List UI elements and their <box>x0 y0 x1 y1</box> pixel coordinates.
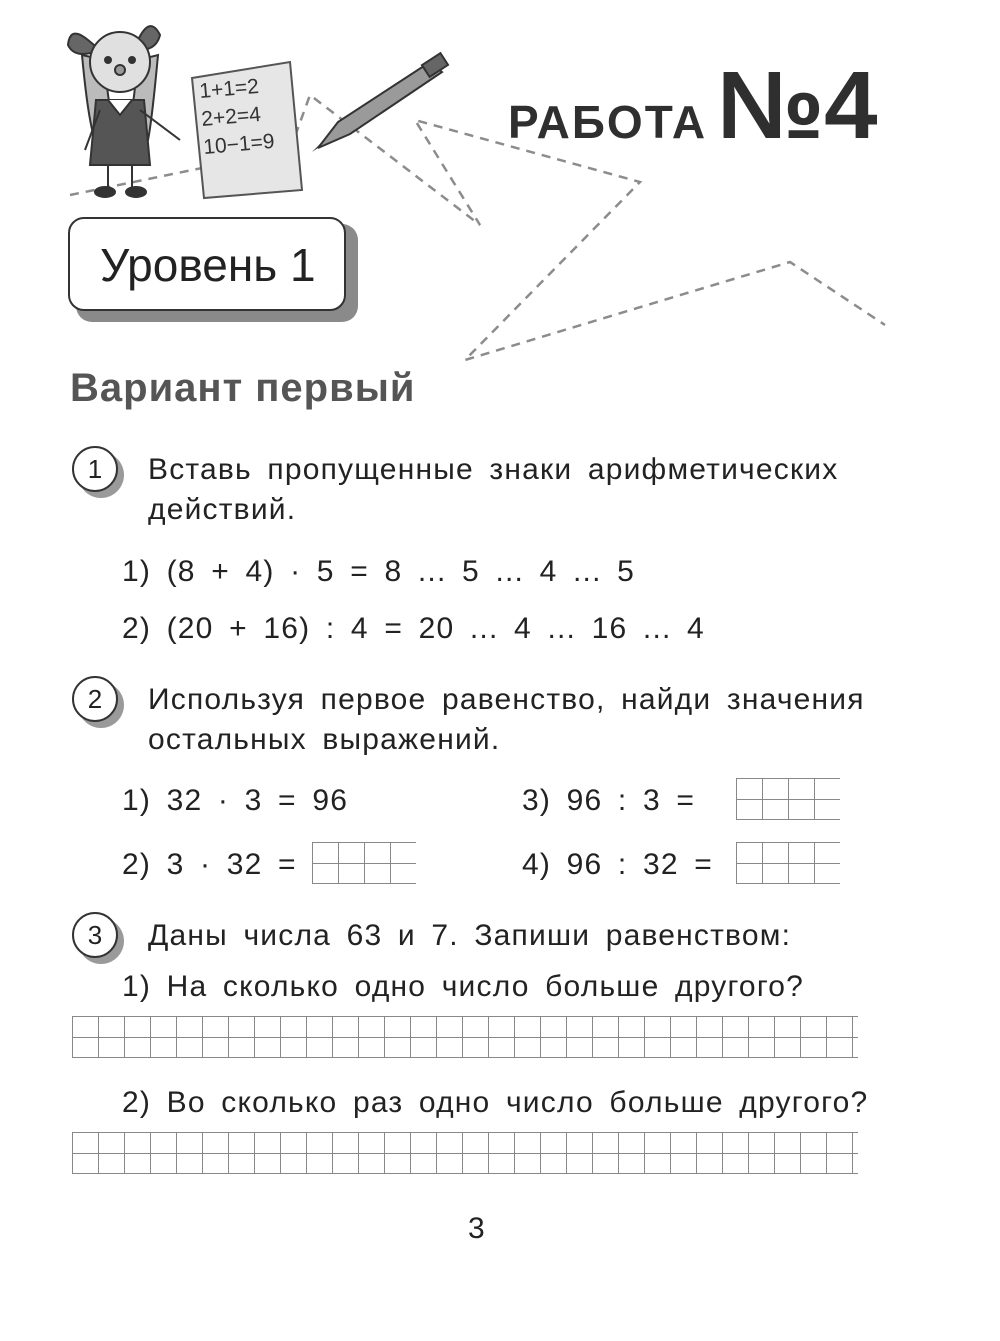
task-2-item-4: 4) 96 : 32 = <box>522 848 714 881</box>
task-3-item-1: 1) На сколько одно число больше другого? <box>122 970 805 1003</box>
work-word: РАБОТА <box>508 96 708 148</box>
task-1-item-2: 2) (20 + 16) : 4 = 20 ... 4 ... 16 ... 4 <box>122 612 705 645</box>
paper-line: 2+2=4 <box>200 102 262 131</box>
task-2-text: Используя первое равенство, найди значения остальных выражений. <box>148 683 865 756</box>
task-3-item-2: 2) Во сколько раз одно число больше другого? <box>122 1086 869 1119</box>
task-1-text: Вставь пропущенные знаки арифметических действий. <box>148 453 839 526</box>
doll-figure <box>68 26 180 197</box>
variant-heading: Вариант первый <box>70 366 416 410</box>
answer-grid[interactable] <box>72 1132 858 1174</box>
task-number-3: 3 <box>72 912 118 958</box>
answer-grid[interactable] <box>312 842 416 884</box>
task-1-item-1: 1) (8 + 4) · 5 = 8 ... 5 ... 4 ... 5 <box>122 555 636 588</box>
pen-icon <box>312 53 448 152</box>
work-number: №4 <box>717 52 878 159</box>
level-label: Уровень 1 <box>100 239 316 291</box>
task-2-item-3: 3) 96 : 3 = <box>522 784 696 817</box>
page-number: 3 <box>468 1212 485 1245</box>
task-2-item-1: 1) 32 · 3 = 96 <box>122 784 349 817</box>
task-2-item-2: 2) 3 · 32 = <box>122 848 297 881</box>
paper-line: 10−1=9 <box>202 129 276 159</box>
answer-grid[interactable] <box>736 778 840 820</box>
math-paper <box>192 62 302 198</box>
task-number-1: 1 <box>72 446 118 492</box>
task-number-2: 2 <box>72 676 118 722</box>
answer-grid[interactable] <box>736 842 840 884</box>
paper-line: 1+1=2 <box>198 74 260 103</box>
answer-grid[interactable] <box>72 1016 858 1058</box>
work-title <box>508 52 878 159</box>
task-3-text: Даны числа 63 и 7. Запиши равенством: <box>148 919 792 952</box>
